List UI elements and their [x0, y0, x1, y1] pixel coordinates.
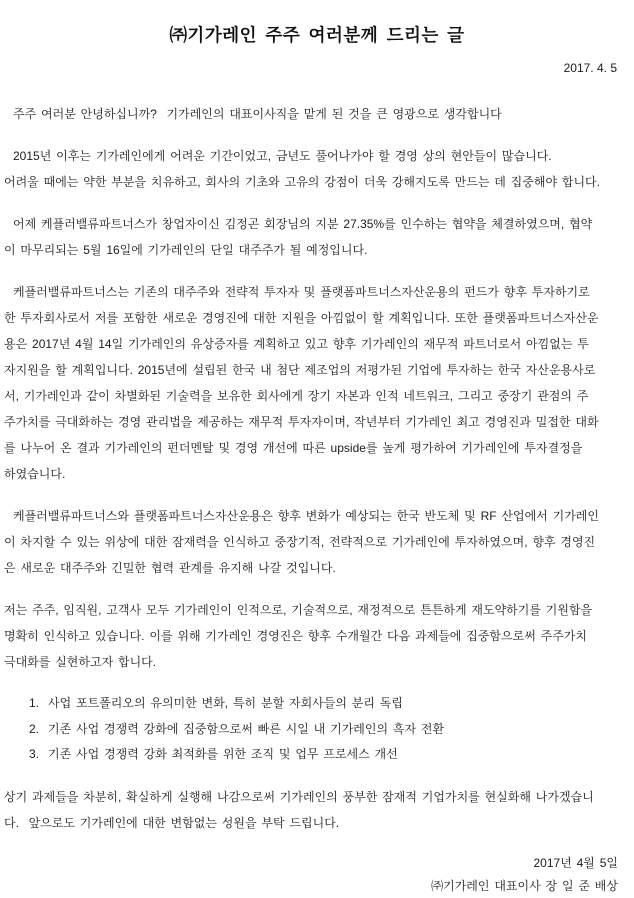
list-item-text: 기존 사업 경쟁력 강화에 집중함으로써 빠른 시일 내 기가레인의 흑자 전환 — [48, 721, 445, 736]
paragraph-line: 케플러밸류파트너스와 플랫폼파트너스자산운용은 향후 변화가 예상되는 한국 반도체 및 RF 산업에서 기가레인 — [13, 509, 599, 523]
paragraph — [4, 597, 629, 675]
list-item-text: 기존 사업 경쟁력 강화 최적화를 위한 조직 및 업무 프로세스 개선 — [48, 747, 398, 761]
paragraph-line: 저는 주주, 임직원, 고객사 모두 기가레인이 인적으로, 기술적으로, 재정적으로 튼튼하게 재도약하기를 기원함을 — [4, 603, 593, 617]
paragraph-line: 은 새로운 대주주와 긴밀한 협력 관계를 유지해 나갈 것입니다. — [4, 561, 336, 575]
letter-body — [4, 101, 629, 836]
paragraph-line: 케플러밸류파트너스는 기존의 대주주와 전략적 투자자 및 플랫폼파트너스자산운용의 펀드가 향후 투자하기로 — [13, 285, 590, 299]
list-item — [29, 742, 629, 768]
paragraph-line: 하였습니다. — [4, 467, 66, 481]
paragraph-line: 이 마무리되는 5월 16일에 기가레인의 단일 대주주가 될 예정입니다. — [4, 243, 368, 257]
task-list — [29, 691, 629, 768]
paragraph-line: 를 나누어 온 결과 기가레인의 펀더멘탈 및 경영 개선에 따른 upside를 높게 평가하여 기가레인에 투자결정을 — [4, 441, 583, 455]
signature-name: ㈜기가레인 대표이사 장 일 준 배상 — [431, 878, 618, 893]
paragraph-line: 이 차지할 수 있는 위상에 대한 잠재력을 인식하고 중장기적, 전략적으로 기가레인에 투자하였으며, 향후 경영진 — [4, 535, 596, 549]
paragraph-line: 극대화를 실현하고자 합니다. — [4, 655, 157, 669]
paragraph — [4, 279, 629, 487]
paragraph-line: 다. 앞으로도 기가레인에 대한 변함없는 성원을 부탁 드립니다. — [4, 815, 340, 830]
paragraph-line: 한 투자회사로서 저를 포함한 새로운 경영진에 대한 지원을 아낌없이 할 계획입니다. 또한 플랫폼파트너스자산운 — [4, 311, 599, 325]
paragraph-line: 서, 기가레인과 같이 차별화된 기술력을 보유한 회사에게 장기 자본과 인적 네트워크, 그리고 중장기 관점의 주 — [4, 389, 589, 403]
paragraph-line: 상기 과제들을 차분히, 확실하게 실행해 나감으로써 기가레인의 풍부한 잠재적 기업가치를 현실화해 나가겠습니 — [4, 789, 594, 804]
page-title: ㈜기가레인 주주 여러분께 드리는 글 — [169, 25, 465, 45]
signature-date: 2017년 4월 5일 — [533, 855, 618, 870]
paragraph — [4, 143, 629, 195]
paragraph — [4, 211, 629, 263]
list-item — [29, 691, 629, 717]
paragraph-line: 명확히 인식하고 있습니다. 이를 위해 기가레인 경영진은 향후 수개월간 다음 과제들에 집중함으로써 주주가치 — [4, 629, 587, 643]
list-item-number: 3. — [29, 747, 40, 761]
paragraph-line: 주가치를 극대화하는 경영 관리법을 제공하는 재무적 투자자이며, 작년부터 기가레인 최고 경영진과 밀접한 대화 — [4, 415, 599, 429]
paragraph-line: 2015년 이후는 기가레인에게 어려운 기간이었고, 금년도 풀어나가야 할 경영 상의 현안들이 많습니다. — [13, 149, 552, 163]
list-item-number: 2. — [29, 721, 40, 736]
paragraph-line: 어려울 때에는 약한 부분을 치유하고, 회사의 기초와 고유의 강점이 더욱 강해지도록 만드는 데 집중해야 합니다. — [4, 175, 600, 189]
letter-date: 2017. 4. 5 — [563, 61, 617, 75]
list-item-text: 사업 포트폴리오의 유의미한 변화, 특히 분할 자회사들의 분리 독립 — [48, 696, 403, 710]
paragraph-line: 용은 2017년 4월 14일 기가레인의 유상증자를 계획하고 있고 향후 기가레인의 재무적 파트너로서 아낌없는 투 — [4, 337, 589, 351]
paragraph — [4, 503, 629, 581]
paragraph — [4, 784, 629, 836]
list-item — [29, 717, 629, 743]
paragraph-line: 자지원을 할 계획입니다. 2015년에 설립된 한국 내 첨단 제조업의 저평가된 기업에 투자하는 한국 자산운용사로 — [4, 363, 596, 377]
list-item-number: 1. — [29, 696, 40, 710]
paragraph-line: 주주 여러분 안녕하십니까? 기가레인의 대표이사직을 맡게 된 것을 큰 영광으로 생각합니다 — [13, 107, 502, 121]
paragraph — [4, 101, 629, 127]
paragraph-line: 어제 케플러밸류파트너스가 창업자이신 김정곤 회장님의 지분 27.35%를 인수하는 협약을 체결하였으며, 협약 — [13, 217, 593, 231]
